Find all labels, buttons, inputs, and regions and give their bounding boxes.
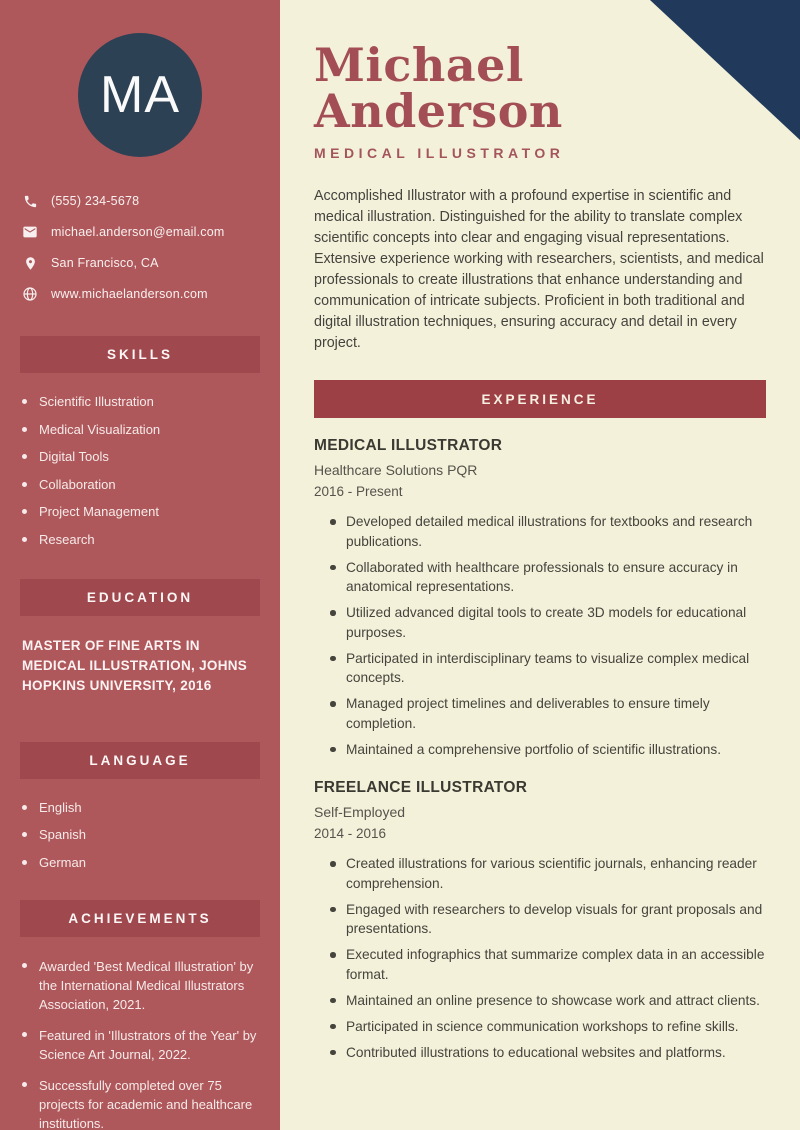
- location-text: San Francisco, CA: [51, 256, 159, 270]
- language-item: English: [22, 799, 260, 817]
- achievements-section-title: ACHIEVEMENTS: [68, 910, 212, 926]
- language-section-header: [20, 742, 260, 779]
- language-item: Spanish: [22, 826, 260, 844]
- contact-phone: [22, 193, 262, 209]
- profile-summary: Accomplished Illustrator with a profound expertise in scientific and medical illustration. Distinguished for the ability to translate complex scientific concepts into clear and engaging visual representations. Extensive experience working with researchers, scientists, and medical professionals to create illustrations that enhance understanding and communication of intricate subjects. Proficient in both traditional and digital illustration techniques, ensuring accuracy and detail in every project.: [314, 188, 764, 351]
- contact-location: [22, 255, 262, 271]
- job-bullet: Executed infographics that summarize complex data in an accessible format.: [330, 945, 766, 984]
- skills-section-title: SKILLS: [106, 347, 173, 362]
- email-icon: [22, 224, 38, 240]
- education-section-title: EDUCATION: [86, 589, 194, 605]
- website-url: www.michaelanderson.com: [51, 287, 208, 301]
- job-bullet: Collaborated with healthcare professionals to ensure accuracy in anatomical representations.: [330, 558, 766, 597]
- experience-entry: [314, 437, 766, 759]
- avatar-initials: MA: [100, 66, 180, 124]
- candidate-name: Michael Anderson: [314, 38, 563, 138]
- corner-decoration-triangle: [650, 0, 800, 140]
- job-bullet: Utilized advanced digital tools to create 3D models for educational purposes.: [330, 603, 766, 642]
- language-section-title: LANGUAGE: [89, 752, 191, 768]
- job-bullet-list: [314, 854, 766, 1062]
- job-bullet: Participated in interdisciplinary teams to visualize complex medical concepts.: [330, 649, 766, 688]
- contact-website: [22, 286, 262, 302]
- achievements-list: [0, 957, 280, 1130]
- skill-item: Medical Visualization: [22, 421, 260, 439]
- job-bullet-list: [314, 512, 766, 759]
- job-bullet: Contributed illustrations to educational websites and platforms.: [330, 1043, 766, 1063]
- education-section-header: [20, 579, 260, 616]
- job-dates: 2016 - Present: [314, 484, 403, 499]
- experience-section-title: EXPERIENCE: [481, 391, 599, 407]
- skill-item: Digital Tools: [22, 448, 260, 466]
- skills-section-header: [20, 336, 260, 373]
- language-list: [0, 799, 280, 872]
- contact-email: [22, 224, 262, 240]
- job-bullet: Engaged with researchers to develop visuals for grant proposals and presentations.: [330, 900, 766, 939]
- candidate-title: MEDICAL ILLUSTRATOR: [314, 145, 565, 161]
- phone-icon: [22, 193, 38, 209]
- contact-info: [0, 193, 280, 302]
- achievement-item: Featured in 'Illustrators of the Year' by Science Art Journal, 2022.: [22, 1026, 260, 1064]
- experience-entry: [314, 779, 766, 1062]
- skills-list: [0, 393, 280, 549]
- phone-number: (555) 234-5678: [51, 194, 140, 208]
- skill-item: Research: [22, 531, 260, 549]
- job-bullet: Participated in science communication workshops to refine skills.: [330, 1017, 766, 1037]
- location-icon: [22, 255, 38, 271]
- avatar: [78, 33, 202, 157]
- skill-item: Collaboration: [22, 476, 260, 494]
- job-bullet: Developed detailed medical illustrations for textbooks and research publications.: [330, 512, 766, 551]
- skill-item: Scientific Illustration: [22, 393, 260, 411]
- job-bullet: Maintained an online presence to showcase work and attract clients.: [330, 991, 766, 1011]
- job-bullet: Created illustrations for various scientific journals, enhancing reader comprehension.: [330, 854, 766, 893]
- job-company: Self-Employed: [314, 804, 406, 820]
- education-entry: MASTER OF FINE ARTS IN MEDICAL ILLUSTRATION, JOHNS HOPKINS UNIVERSITY, 2016: [22, 637, 248, 693]
- skill-item: Project Management: [22, 503, 260, 521]
- job-bullet: Managed project timelines and deliverables to ensure timely completion.: [330, 694, 766, 733]
- job-dates: 2014 - 2016: [314, 826, 387, 841]
- job-company: Healthcare Solutions PQR: [314, 462, 478, 478]
- email-address: michael.anderson@email.com: [51, 225, 225, 239]
- achievement-item: Successfully completed over 75 projects for academic and healthcare institutions.: [22, 1076, 260, 1130]
- job-bullet: Maintained a comprehensive portfolio of scientific illustrations.: [330, 740, 766, 760]
- job-role: MEDICAL ILLUSTRATOR: [314, 437, 503, 454]
- globe-icon: [22, 286, 38, 302]
- job-role: FREELANCE ILLUSTRATOR: [314, 779, 528, 796]
- experience-section-header: [314, 380, 766, 418]
- achievements-section-header: [20, 900, 260, 937]
- language-item: German: [22, 854, 260, 872]
- achievement-item: Awarded 'Best Medical Illustration' by the International Medical Illustrators Association, 2021.: [22, 957, 260, 1014]
- sidebar: [0, 0, 280, 1130]
- main-content: [280, 0, 800, 1130]
